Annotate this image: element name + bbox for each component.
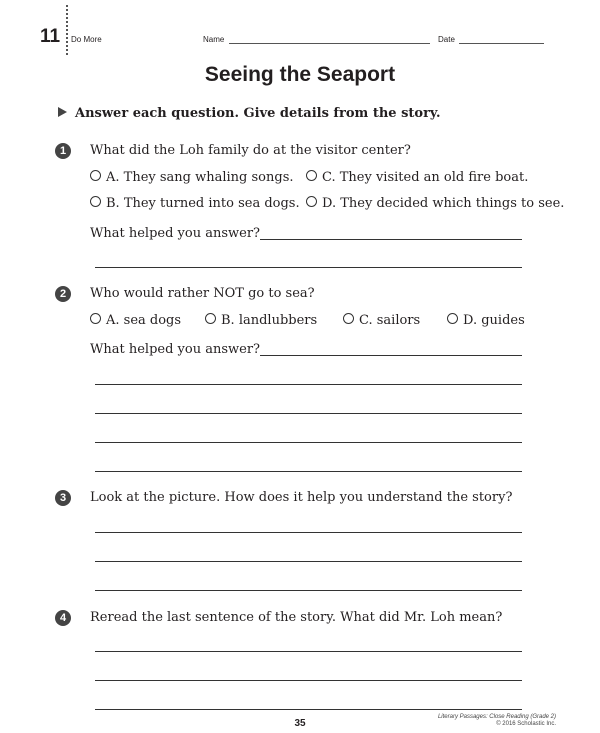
dotted-divider: [66, 5, 68, 55]
radio-circle-icon: [90, 313, 101, 324]
question-1-number: 1: [55, 143, 71, 159]
question-1-option-c[interactable]: C. They visited an old fire boat.: [306, 170, 528, 185]
radio-circle-icon: [306, 196, 317, 207]
question-3-number: 3: [55, 490, 71, 506]
question-2-option-b[interactable]: B. landlubbers: [205, 313, 317, 328]
question-2-option-d[interactable]: D. guides: [447, 313, 525, 328]
instructions-text: Answer each question. Give details from the story.: [75, 106, 441, 121]
lesson-number: 11: [40, 26, 61, 47]
question-2-prompt: What helped you answer?: [90, 342, 261, 357]
question-1-text: What did the Loh family do at the visitor center?: [90, 143, 411, 158]
answer-line[interactable]: [260, 239, 522, 240]
answer-line[interactable]: [95, 680, 522, 681]
date-write-line[interactable]: [459, 43, 544, 44]
answer-line[interactable]: [260, 355, 522, 356]
page-number: 35: [294, 718, 306, 729]
name-label: Name: [203, 35, 225, 44]
play-triangle-icon: [58, 107, 67, 117]
question-4-number: 4: [55, 610, 71, 626]
section-label: Do More: [71, 35, 102, 44]
question-1-option-d[interactable]: D. They decided which things to see.: [306, 196, 564, 211]
question-2-option-c[interactable]: C. sailors: [343, 313, 420, 328]
radio-circle-icon: [90, 170, 101, 181]
date-label: Date: [438, 35, 455, 44]
answer-line[interactable]: [95, 442, 522, 443]
question-2-option-a[interactable]: A. sea dogs: [90, 313, 181, 328]
question-3-text: Look at the picture. How does it help you understand the story?: [90, 490, 513, 505]
radio-circle-icon: [447, 313, 458, 324]
question-1-prompt: What helped you answer?: [90, 226, 261, 241]
answer-line[interactable]: [95, 590, 522, 591]
question-1-option-a[interactable]: A. They sang whaling songs.: [90, 170, 294, 185]
radio-circle-icon: [306, 170, 317, 181]
name-write-line[interactable]: [229, 43, 430, 44]
instructions: [58, 106, 441, 121]
answer-line[interactable]: [95, 651, 522, 652]
answer-line[interactable]: [95, 413, 522, 414]
footer-credit: [438, 714, 556, 728]
book-title: Literary Passages: Close Reading (Grade 2): [437, 714, 556, 720]
answer-line[interactable]: [95, 532, 522, 533]
answer-line[interactable]: [95, 384, 522, 385]
answer-line[interactable]: [95, 471, 522, 472]
question-2-number: 2: [55, 286, 71, 302]
question-1-option-b[interactable]: B. They turned into sea dogs.: [90, 196, 300, 211]
answer-line[interactable]: [95, 267, 522, 268]
answer-line[interactable]: [95, 709, 522, 710]
radio-circle-icon: [343, 313, 354, 324]
question-4-text: Reread the last sentence of the story. What did Mr. Loh mean?: [90, 610, 503, 625]
radio-circle-icon: [90, 196, 101, 207]
answer-line[interactable]: [95, 561, 522, 562]
page-title: Seeing the Seaport: [204, 63, 396, 86]
copyright: © 2016 Scholastic Inc.: [496, 721, 556, 727]
radio-circle-icon: [205, 313, 216, 324]
question-2-text: Who would rather NOT go to sea?: [90, 286, 315, 301]
